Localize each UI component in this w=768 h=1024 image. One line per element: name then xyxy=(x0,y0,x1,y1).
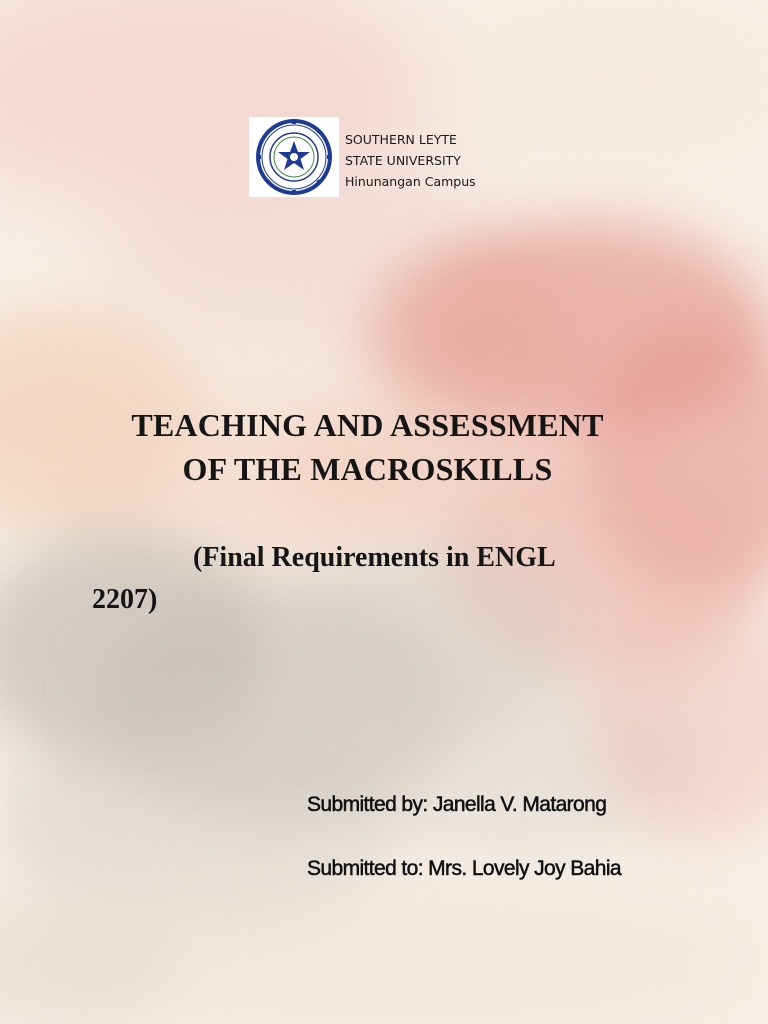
submitted-to: Submitted to: Mrs. Lovely Joy Bahia xyxy=(307,857,621,880)
university-name xyxy=(345,129,476,192)
document-title-line2: OF THE MACROSKILLS xyxy=(182,451,553,487)
university-name-line2: STATE UNIVERSITY xyxy=(345,153,461,168)
document-subtitle-line2: 2207) xyxy=(92,584,158,615)
university-name-line1: SOUTHERN LEYTE xyxy=(345,132,457,147)
document-title-line1: TEACHING AND ASSESSMENT xyxy=(131,407,604,443)
university-header xyxy=(249,117,549,199)
campus-name: Hinunangan Campus xyxy=(345,174,476,189)
university-logo xyxy=(249,117,339,197)
university-seal-icon xyxy=(254,117,334,197)
submitted-by: Submitted by: Janella V. Matarong xyxy=(307,793,607,816)
document-subtitle-line1: (Final Requirements in ENGL xyxy=(193,542,556,573)
document-title xyxy=(80,403,655,491)
